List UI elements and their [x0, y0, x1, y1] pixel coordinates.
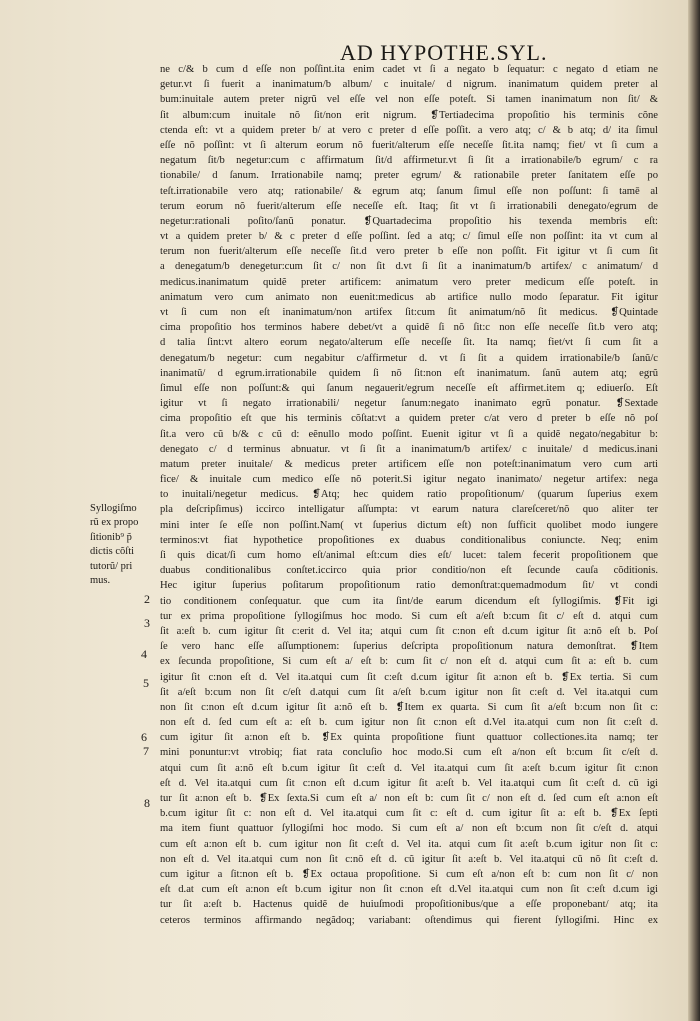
section-number: 6: [141, 730, 147, 744]
margin-note-line: tutorũ/ pri: [90, 560, 133, 572]
page-gutter-edge: [688, 0, 700, 1021]
margin-note-line: Syllogiſmo: [90, 503, 137, 514]
text-line: ſimul eſſe non poſſunt:& qui ſanum negauerit/egrum neceſſe eſt affirmet.item q; ediuerſo. Eſt: [160, 382, 658, 394]
text-line: to inuitali/negetur medicus. ❡Atq; hec quidem ratio propoſitionum/ (quarum ſuperius exem: [160, 489, 658, 501]
margin-note-line: dictis cõſti: [90, 546, 135, 558]
text-line: terminos:vt fiat hypothetice propoſitiones ex duabus conditionalibus coniuncte. Neq; enim: [160, 534, 658, 546]
text-line: fice/ & inuitale cum medico eſſe nõ poterit.Si igitur negato inanimato/ negetur artifex: nega: [160, 474, 658, 486]
text-line: ſit album:cum inuitale nõ ſit/non erit nigrum. ❡Tertiadecima propoſitio his terminis cõne: [160, 109, 658, 121]
text-line: ſit a:eſt b. cum igitur ſit c:erit d. Vel ita; atqui cum ſit c:non eſt d.cum igitur ſit a:nõ eſt b. Poſ: [160, 625, 658, 637]
text-line: igitur vt ſi negato irrationabili/ negetur ſanum:negato inanimato egrũ ponatur. ❡Sextade: [160, 398, 658, 410]
text-line: denegato c/ d terminus abnuatur. vt ſi ſit a inanimatum/b artifex/ c inuitale/ d medicus.inani: [160, 443, 658, 455]
text-line: igitur ſit c:non eſt d. Vel ita.atqui cum ſit c:eſt d.cum igitur ſit a:non eſt b. ❡Ex tertia. Si cum: [160, 671, 658, 683]
text-line: terum eorum nõ fuerit/alterum eſſe neceſſe eſt. Itaq; ſit vt ſi irrationabili denegato/egrum de: [160, 200, 658, 212]
text-line: Hec igitur ſuperius poſitarum propoſitionum ratio demonſtrat:quemadmodum ſit/ vt condi: [160, 580, 658, 592]
body-text: [160, 62, 658, 928]
text-line: vt a quidem preter b/ & c preter d eſſe poſſint. ſed a atq; c/ ſimul eſſe non poſſint: ita vt cum al: [160, 231, 658, 243]
margin-note-line: ſitionib⁹ p̃: [90, 531, 132, 543]
section-number: 5: [143, 676, 149, 690]
text-line: tur ex prima propoſitione ſyllogiſmus hoc modo. Si cum eſt a/eſt b:cum ſit c/ eſt d. atqui cum: [160, 610, 658, 622]
text-line: denegatum/b negetur: cum negabitur c/affirmetur d. vt ſi ſit a quidem irrationabile/b ſanũ/c: [160, 352, 658, 364]
text-line: teſt.irrationabile vero atq; rationabile/ & egrum atq; ſanum ſimul eſſe non poſſunt: ſi tamē al: [160, 185, 658, 197]
text-line: a denegatum/b denegetur:cum ſit c/ non ſit d.vt ſi ſit a inanimatum/b artifex/ c animatum/ d: [160, 261, 658, 273]
text-line: negatum ſit/b negetur:cum c affirmatum ſit/d affirmetur.vt ſi ſit a irrationabile/b egrum/ c ra: [160, 155, 658, 167]
text-line: duabus conditionalibus conſtet.iccirco quia prior conditio/non eſt ſecunde cauſa cõditionis.: [160, 565, 658, 577]
text-line: ne c/& b cum d eſſe non poſſint.ita enim cadet vt ſi a negato b ſequatur: c negato d etiam ne: [160, 64, 658, 75]
text-line: medicus.inanimatum quidẽ preter artificem: animatum vero preter medicum eſſe poteſt. in: [160, 276, 658, 288]
text-line: non ſit c:non eſt d.cum igitur ſit a:nõ eſt b. ❡Item ex quarta. Si cum ſit a/eſt b:cum non ſit c:: [160, 701, 658, 713]
text-line: bum:inuitale autem preter nigrũ vel eſſe vel non eſſe poteſt. Si tamen inanimatum non ſit/ &: [160, 94, 658, 106]
text-line: ex ſecunda propoſitione, Si cum eſt a/ eſt b: cum ſit c/ non eſt d. atqui cum ſit a: eſt b. cum: [160, 656, 658, 668]
text-line: b.cum igitur ſit c: non eſt d. Vel ita.atqui cum ſit c: eſt d. cum igitur ſit a: eſt b. ❡Ex ſepti: [160, 808, 658, 820]
text-line: eſt d. Vel ita.atqui cum ſit c:non eſt d.cum igitur ſit a:eſt b. Vel ita.atqui cum ſit c:eſt d. cũ igi: [160, 777, 658, 789]
margin-note-line: rũ ex propo: [90, 517, 139, 529]
text-line: vt ſi cum non eſt inanimatum/non artifex ſit:cum ſit animatum/nõ ſit medicus. ❡Quintade: [160, 307, 658, 318]
section-number: 7: [143, 744, 149, 758]
text-line: ſit a/eſt b:cum non ſit c/eſt d.atqui cum ſit a/eſt b.cum igitur non ſit c:eſt d. Vel ita.atqui cum: [160, 686, 658, 698]
text-line: mini inter ſe eſſe non poſſint.Nam( vt ſuperius dictum eſt) non ſufficit quolibet modo iungere: [160, 519, 658, 531]
text-line: non eſt d. ſed cum eſt a: eſt b. cum igitur non ſit c:non eſt d.Vel ita.atqui cum non ſit c:eſt d.: [160, 717, 658, 729]
text-line: atqui cum ſit a:nõ eſt b.cum igitur ſit c:eſt d. Vel ita.atqui cum ſit a:eſt b.cum igitur ſit c:non: [160, 762, 658, 774]
text-line: pla deſcripſimus) iccirco intelligatur aſſumpta: vt earum natura clareſceret/nõ quo aliter ter: [160, 504, 658, 516]
text-line: mini ponuntur:vt vtrobiq; fiat rata concluſio hoc modo.Si cum eſt a/non eſt b:cum ſit c/eſt d.: [160, 747, 658, 759]
margin-note-line: mus.: [90, 575, 111, 587]
text-line: negetur:rationali poſito/ſanũ ponatur. ❡Quartadecima propoſitio his texenda membris eſt:: [160, 215, 658, 227]
text-line: cum eſt a:non eſt b. cum igitur non ſit c:eſt d. Vel ita. atqui cum ſit a:eſt b.cum igitur non ſit c:: [160, 838, 658, 850]
text-line: cum igitur a ſit:non eſt b. ❡Ex octaua propoſitione. Si cum eſt a/non eſt b: cum non ſit c/ non: [160, 868, 658, 880]
section-number: 2: [144, 592, 150, 606]
section-number: 3: [144, 616, 150, 630]
section-number: 8: [144, 796, 150, 810]
text-line: non eſt d. Vel ita.atqui cum non ſit c:nõ eſt d. cũ igitur ſit a:eſt b. Vel ita.atqui cũ nõ ſit c:eſt d.: [160, 853, 658, 865]
text-line: ſit.a vero cũ b/& c cũ d: eẽnullo modo poſſint. Euenit igitur vt ſi a quidẽ negato/negabitur b:: [160, 428, 658, 440]
text-line: tio conditionem conſequatur. que cum ita ſint/de earum dicendum eſt ſyllogiſmis. ❡Fit igi: [160, 595, 658, 607]
text-line: inanimatũ/ d egrum.irrationabile quidem ſi nõ ſit:non eſt inanimatum. ſanũ autem atq; egrũ: [160, 367, 658, 379]
text-line: cima propoſitio hos terminos habere debet/vt a quidẽ ſi nõ ſit:c non eſſe neceſſe ſit.b vero atq;: [160, 322, 658, 334]
text-line: ſi quis dicat/ſi cum homo eſt/animal eſt:cum dies eſt/ lucet: talem fecerit propoſitionem que: [160, 550, 658, 561]
text-line: tur ſit a:non eſt b. ❡Ex ſexta.Si cum eſt a/ non eſt b: cum ſit c/ non eſt d. ſed cum eſt a:non eſt: [160, 793, 658, 804]
text-line: ctenda eſt: vt a quidem preter b/ at vero c preter d eſſe poſſit. a vero atq; c/ & b atq; d/ ita ſimul: [160, 124, 658, 136]
text-line: ſe vero hanc eſſe aſſumptionem: ſuperius deſcripta propoſitionum natura demonſtrat. ❡Item: [160, 641, 658, 653]
text-line: ma item fiunt quattuor ſyllogiſmi hoc modo. Si cum eſt a/ non eſt b:cum non ſit c/eſt d. atqui: [160, 823, 658, 835]
text-line: cima propoſitio eſt que his terminis cõſtat:vt a quidem preter c/at vero d preter b eſſe nõ poſ: [160, 413, 658, 425]
text-line: matum preter inuitale/ & medicus preter artificem eſſe non poteſt:inanimatum vero cum arti: [160, 458, 658, 470]
text-line: eſt d.at cum eſt a:non eſt b.cum igitur non ſit c:non eſt d.Vel ita.atqui cum non ſit c:eſt d.cum igi: [160, 884, 658, 896]
text-line: tionabile/ d ſanum. Irrationabile namq; preter egrum/ & rationabile preter ſanitatem eſſe po: [160, 170, 658, 182]
text-line: tur ſit a:eſt b. Hactenus quidẽ de huiuſmodi propoſitionibus/que a eſſe proponebant/ atq; ita: [160, 899, 658, 911]
text-line: d talia ſint:vt altero eorum negato/alterum eſſe neceſſe ſit. Ita namq; fiet/vt ſi cum ſit a: [160, 337, 658, 349]
text-line: cum igitur ſit a:non eſt b. ❡Ex quinta propoſitione fiunt quattuor collectiones.ita namq; ter: [160, 732, 658, 744]
text-line: animatum vero cum animato non euenit:medicus ab artifice nullo modo ſeparatur. Fit igitur: [160, 291, 658, 303]
section-number: 4: [141, 647, 147, 661]
running-header: AD HYPOTHE.SYL.: [340, 40, 548, 65]
text-line: terum non fuerit/alterum eſſe neceſſe ſit.d vero preter b eſſe non poſſit. Fit igitur vt ſi cum ſit: [160, 246, 658, 258]
margin-note: [90, 502, 160, 588]
text-line: getur.vt ſi fuerit a inanimatum/b album/ c inuitale/ d nigrum. inanimatum quidem preter al: [160, 79, 658, 91]
text-line: ceteros terminos affirmando negãdoq; variabant: oſtendimus qui fierent ſyllogiſmi. Hinc ex: [160, 914, 658, 926]
text-line: eſſe nõ poſſint: vt ſi alterum eorum nõ fuerit/alterum eſſe neceſſe ſit.ita namq; fiet/ vt ſi cum a: [160, 139, 658, 151]
